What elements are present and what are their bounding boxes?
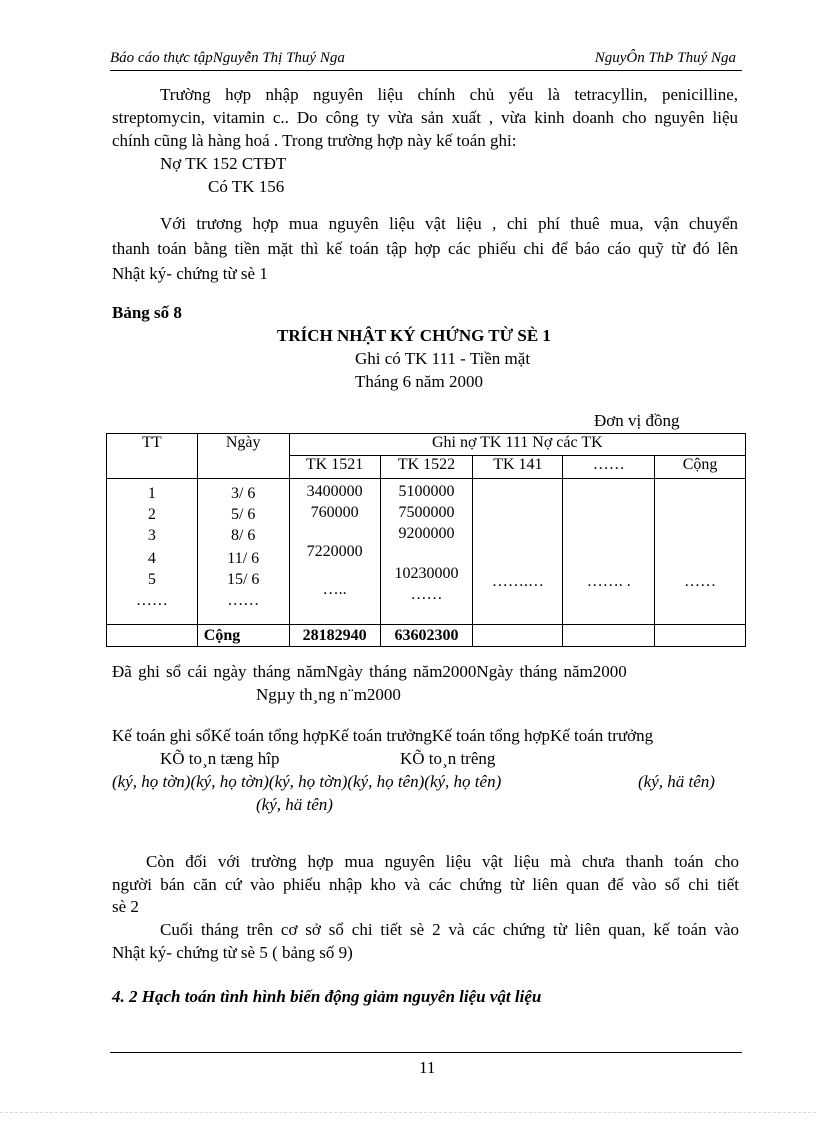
entry-credit: Có TK 156 — [208, 177, 285, 196]
date-value: 8/ 6 — [230, 527, 256, 544]
header-right: NguyÔn ThÞ Thuý Nga — [594, 50, 736, 66]
header-rule — [110, 70, 742, 71]
page-number: 11 — [419, 1058, 436, 1077]
total-label: Cộng — [197, 625, 289, 647]
p3-line1: Còn đối với trường hợp mua nguyên liệu vật liệu mà chưa thanh toán cho — [146, 852, 739, 871]
signature-names-2: (ký, hä tên) — [256, 795, 333, 814]
tk1522-value: 7500000 — [398, 504, 455, 521]
tk1521-value: 760000 — [310, 504, 359, 521]
header-group: Ghi nợ TK 111 Nợ các TK — [289, 434, 745, 456]
date-value: 3/ 6 — [230, 485, 256, 502]
date-value: 11/ 6 — [227, 550, 260, 567]
header-tt: TT — [107, 434, 198, 479]
signature-roles: Kế toán ghi sổKế toán tổng hợpKế toán trưởngKế toán tổng hợpKế toán trưởng — [112, 726, 654, 745]
journal-table — [106, 433, 746, 647]
p1-line3: chính cũng là hàng hoá . Trong trường hợp này kế toán ghi: — [112, 131, 517, 150]
subheader-total: Cộng — [655, 456, 746, 479]
table-subtitle: Ghi có TK 111 - Tiền mặt — [355, 349, 531, 368]
tk1522-value: 10230000 — [394, 565, 459, 582]
signature-roles-b: KÕ to¸n trêng — [400, 749, 496, 768]
tt-value: 2 — [147, 506, 156, 523]
p4-line2: Nhật ký- chứng từ sè 5 ( bảng số 9) — [112, 943, 353, 962]
entry-debit: Nợ TK 152 CTĐT — [160, 154, 287, 173]
p1-line1: Trường hợp nhập nguyên liệu chính chủ yếu là tetracyllin, penicilline, — [160, 85, 738, 104]
p3-line2: người bán căn cứ vào phiếu nhập kho và các chứng từ liên quan để vào sổ chi tiết — [112, 875, 739, 894]
signature-names: (ký, họ tờn)(ký, họ tờn)(ký, họ tờn)(ký, họ tên)(ký, họ tên) — [112, 772, 502, 791]
table-period: Tháng 6 năm 2000 — [355, 372, 483, 391]
tt-column — [107, 479, 198, 625]
subheader-dots: …… — [563, 456, 655, 479]
footer-rule — [110, 1052, 742, 1053]
p1-line2: streptomycin, vitamin c.. Do công ty vừa sản xuất , vừa kinh doanh cho nguyên liệu — [112, 108, 738, 127]
p2-line3: Nhật ký- chứng từ sè 1 — [112, 264, 268, 283]
table-unit: Đơn vị đồng — [594, 411, 680, 430]
subheader-tk141: TK 141 — [473, 456, 563, 479]
total-tk1521: 28182940 — [289, 625, 380, 647]
tt-value: 5 — [147, 571, 156, 588]
total-column — [655, 479, 746, 625]
tk1522-value: 5100000 — [398, 483, 455, 500]
dots-column — [563, 479, 655, 625]
total-tk1522: 63602300 — [380, 625, 473, 647]
date-column — [197, 479, 289, 625]
tk1521-value: 7220000 — [306, 543, 363, 560]
tt-value: 4 — [147, 550, 156, 567]
signature-roles-a: KÕ to¸n tæng hîp — [160, 749, 280, 768]
table-title: TRÍCH NHẬT KÝ CHỨNG TỪ SÈ 1 — [277, 326, 551, 345]
section-heading: 4. 2 Hạch toán tình hình biến động giảm nguyên liệu vật liệu — [112, 987, 542, 1006]
tt-value: 3 — [147, 527, 156, 544]
table-label: Bảng số 8 — [112, 303, 182, 322]
tk1521-value: ….. — [322, 581, 347, 598]
tk141-dots: …….… — [491, 573, 544, 590]
tk1521-column — [289, 479, 380, 625]
signature-names-right: (ký, hä tên) — [638, 772, 715, 791]
tk1522-value: 9200000 — [398, 525, 455, 542]
subheader-tk1521: TK 1521 — [289, 456, 380, 479]
tk1521-value: 3400000 — [306, 483, 363, 500]
signature-date-line: Đã ghi sổ cái ngày tháng nămNgày tháng năm2000Ngày tháng năm2000 — [112, 662, 627, 681]
p4-line1: Cuối tháng trên cơ sở sổ chi tiết sè 2 và các chứng từ liên quan, kế toán vào — [160, 920, 739, 939]
dots-value: ……. . — [586, 573, 631, 590]
signature-date-line2: Ngµy th¸ng n¨m2000 — [256, 685, 401, 704]
tt-value: 1 — [147, 485, 156, 502]
header-date: Ngày — [197, 434, 289, 479]
p3-line3: sè 2 — [112, 897, 139, 916]
p2-line2: thanh toán bằng tiền mặt thì kế toán tập hợp các phiếu chi để báo cáo quỹ từ đó lên — [112, 239, 738, 258]
tk141-column — [473, 479, 563, 625]
date-value: 15/ 6 — [226, 571, 260, 588]
date-value: …… — [227, 592, 260, 609]
page-break-line — [0, 1112, 816, 1113]
date-value: 5/ 6 — [230, 506, 256, 523]
tk1522-column — [380, 479, 473, 625]
tt-value: …… — [135, 592, 168, 609]
p2-line1: Với trương hợp mua nguyên liệu vật liệu , chi phí thuê mua, vận chuyển — [160, 214, 738, 233]
subheader-tk1522: TK 1522 — [380, 456, 473, 479]
tk1522-value: …… — [410, 586, 443, 603]
total-dots: …… — [684, 573, 717, 590]
header-left: Báo cáo thực tậpNguyễn Thị Thuý Nga — [110, 50, 345, 66]
